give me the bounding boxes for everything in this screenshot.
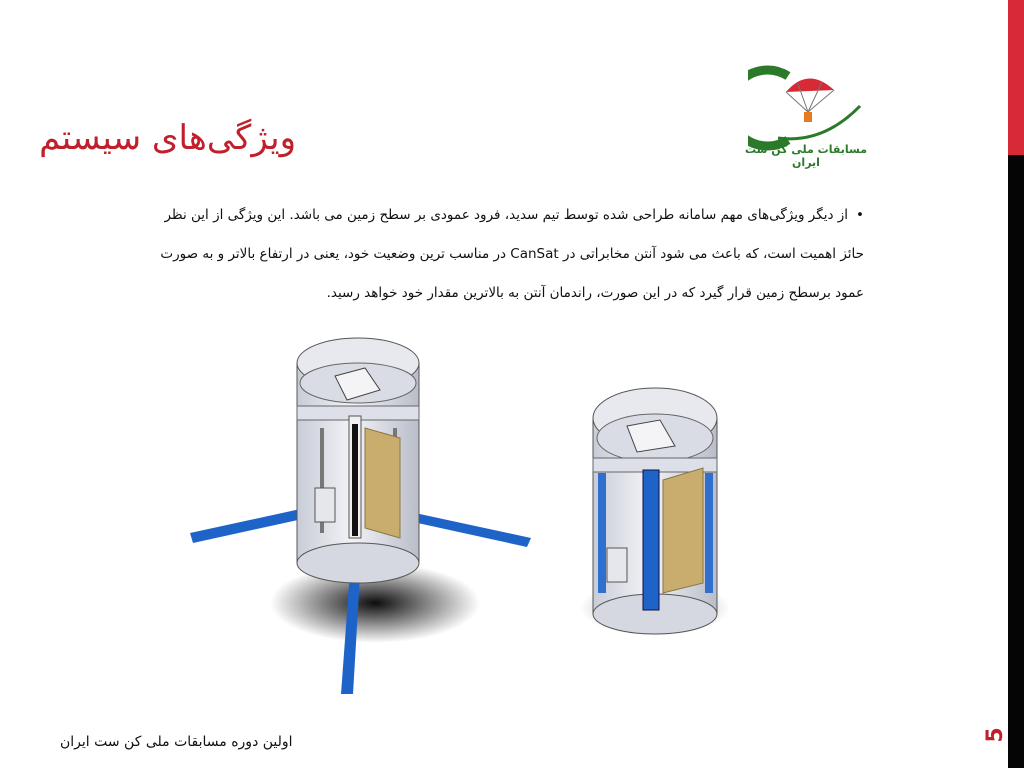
bullet-text: از دیگر ویژگی‌های مهم سامانه طراحی شده توسط تیم سدید، فرود عمودی بر سطح زمین می باشد. این ویژگی از این نظر حائز اهمیت است، که باعث می شود آنتن مخابراتی در CanSat در مناسب ترین وضعیت خود، یعنی در ارتفاع بالاتر و به صورت عمود برسطح زمین قرار گیرد که در این صورت، راندمان آنتن به بالاترین مقدار خود خواهد رسید. — [160, 207, 864, 301]
leg-right — [413, 513, 531, 547]
antenna — [352, 424, 358, 536]
bullet-icon: • — [856, 207, 864, 223]
bullet-paragraph — [140, 196, 864, 313]
circuit-board — [663, 468, 703, 593]
footer-text: اولین دوره مسابقات ملی کن ست ایران — [60, 734, 293, 750]
circuit-board — [365, 428, 400, 538]
accent-bar-red — [1008, 0, 1024, 155]
cansat-figure — [175, 328, 735, 708]
leg-left — [190, 508, 307, 543]
accent-bar-black — [1008, 155, 1024, 768]
page-number: 5 — [983, 727, 1008, 743]
antenna — [643, 470, 659, 610]
slide-title: ویژگی‌های سیستم — [39, 118, 296, 158]
logo-caption: مسابقات ملی کن ست ایران — [744, 143, 868, 169]
